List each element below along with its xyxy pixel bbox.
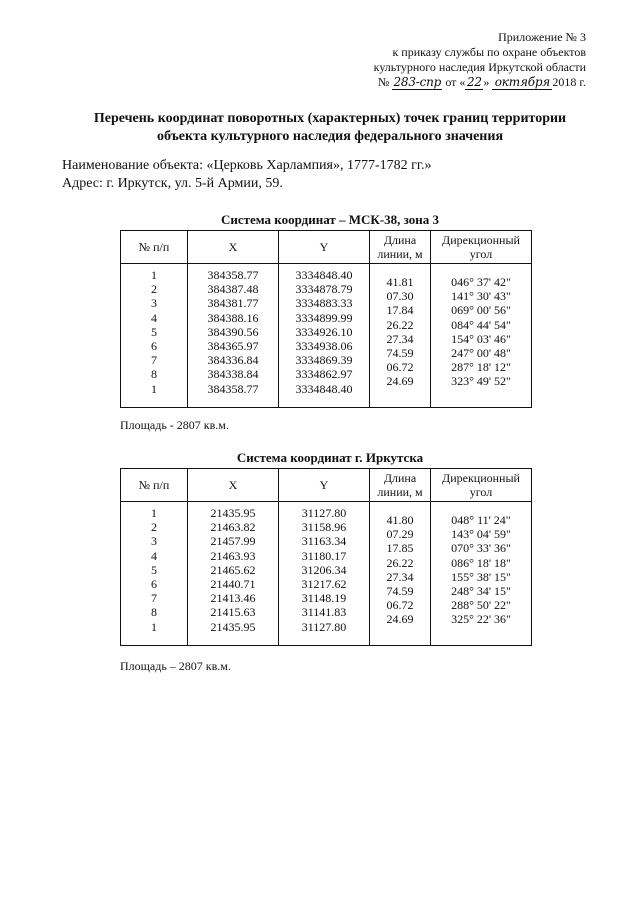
table-cell: 086° 18' 18" <box>451 555 511 570</box>
col-header-num: № п/п <box>121 231 188 264</box>
table-cell: 21435.95 <box>210 506 256 520</box>
table-cell: 17.85 <box>386 541 414 556</box>
table-cell: 1 <box>151 619 157 634</box>
order-year: 2018 г. <box>552 75 586 89</box>
col-header-length: Длина линии, м <box>370 231 431 264</box>
table-cell: 26.22 <box>386 317 414 332</box>
table-cell: 74.59 <box>386 345 414 360</box>
table-cell: 3334938.06 <box>295 338 353 353</box>
table-cell: 3334862.97 <box>295 367 353 382</box>
appendix-order-ref: к приказу службы по охране объектов <box>392 45 586 59</box>
table-cell: 21415.63 <box>210 605 256 620</box>
table-cell: 384390.56 <box>207 324 259 339</box>
col-header-y: Y <box>279 469 370 502</box>
num-column <box>121 502 188 646</box>
order-from-label: от « <box>445 75 466 89</box>
table-cell: 2 <box>151 520 157 535</box>
table-cell: 384387.48 <box>207 282 259 297</box>
table-cell: 1 <box>151 381 157 396</box>
object-info <box>62 157 432 193</box>
table-cell: 384338.84 <box>207 367 259 382</box>
col-header-y: Y <box>279 231 370 264</box>
table-cell: 31180.17 <box>301 548 347 563</box>
table-row <box>121 502 532 646</box>
object-name: Наименование объекта: «Церковь Харлампия», 1777-1782 гг.» <box>62 158 432 173</box>
table-cell: 384365.97 <box>207 338 259 353</box>
table-cell: 325° 22' 36" <box>451 612 511 627</box>
table-row <box>121 264 532 408</box>
table-cell: 384358.77 <box>207 268 259 282</box>
col-header-num: № п/п <box>121 469 188 502</box>
table-cell: 8 <box>151 605 157 620</box>
table-cell: 3334899.99 <box>295 310 353 325</box>
length-column <box>370 502 431 646</box>
table-cell: 384388.16 <box>207 310 259 325</box>
table-cell: 7 <box>151 353 157 368</box>
title-line-1: Перечень координат поворотных (характерных) точек границ территории <box>93 111 567 126</box>
table-cell: 4 <box>151 548 157 563</box>
table-cell: 41.81 <box>386 275 414 289</box>
table-cell: 24.69 <box>386 612 414 627</box>
table-cell: 41.80 <box>386 513 414 527</box>
table-cell: 21463.93 <box>210 548 256 563</box>
table-cell: 3334878.79 <box>295 282 353 297</box>
col-header-angle: Дирекционный угол <box>431 469 532 502</box>
table-cell: 21440.71 <box>210 576 256 591</box>
table-cell: 21463.82 <box>210 520 256 535</box>
table-cell: 74.59 <box>386 583 414 598</box>
coordinates-table-irkutsk <box>120 468 532 646</box>
appendix-number: Приложение № 3 <box>498 30 586 44</box>
table-cell: 06.72 <box>386 598 414 613</box>
table-cell: 6 <box>151 338 157 353</box>
table-cell: 06.72 <box>386 360 414 375</box>
y-column <box>279 502 370 646</box>
order-number-prefix: № <box>377 75 390 89</box>
order-day-handwritten: 22 <box>466 75 482 89</box>
angle-column <box>431 502 532 646</box>
length-column <box>370 264 431 408</box>
table-cell: 4 <box>151 310 157 325</box>
table-cell: 248° 34' 15" <box>451 583 511 598</box>
table-cell: 17.84 <box>386 303 414 318</box>
table-cell: 3334926.10 <box>295 324 353 339</box>
coordinates-table-msk38 <box>120 230 532 408</box>
table-cell: 384336.84 <box>207 353 259 368</box>
table-cell: 069° 00' 56" <box>451 303 511 318</box>
table-cell: 384381.77 <box>207 296 259 311</box>
table-cell: 323° 49' 52" <box>451 374 511 389</box>
angle-column <box>431 264 532 408</box>
table-cell: 21457.99 <box>210 534 256 549</box>
table-cell: 31206.34 <box>301 562 347 577</box>
table-cell: 7 <box>151 591 157 606</box>
x-column <box>188 264 279 408</box>
table-cell: 2 <box>151 282 157 297</box>
appendix-authority: культурного наследия Иркутской области <box>373 60 586 74</box>
table-cell: 5 <box>151 324 157 339</box>
table-cell: 27.34 <box>386 569 414 584</box>
table2-title: Система координат г. Иркутска <box>236 450 424 465</box>
table-cell: 155° 38' 15" <box>451 569 511 584</box>
table-cell: 8 <box>151 367 157 382</box>
table-cell: 31127.80 <box>301 506 347 520</box>
col-header-angle: Дирекционный угол <box>431 231 532 264</box>
table-cell: 21465.62 <box>210 562 256 577</box>
table1-area: Площадь - 2807 кв.м. <box>120 418 229 432</box>
table-cell: 046° 37' 42" <box>451 275 511 289</box>
table-cell: 3 <box>151 296 157 311</box>
table-cell: 27.34 <box>386 331 414 346</box>
title-line-2: объекта культурного наследия федерального значения <box>156 129 504 144</box>
table-cell: 21413.46 <box>210 591 256 606</box>
table-cell: 070° 33' 36" <box>451 541 511 556</box>
table-cell: 31158.96 <box>301 520 347 535</box>
table-cell: 31163.34 <box>301 534 347 549</box>
table-cell: 384358.77 <box>207 381 259 396</box>
y-column <box>279 264 370 408</box>
table-cell: 26.22 <box>386 555 414 570</box>
table-cell: 048° 11' 24" <box>451 513 511 527</box>
table2-area: Площадь – 2807 кв.м. <box>120 659 231 673</box>
table-cell: 154° 03' 46" <box>451 331 511 346</box>
table-cell: 3334869.39 <box>295 353 353 368</box>
table-cell: 288° 50' 22" <box>451 598 511 613</box>
col-header-length: Длина линии, м <box>370 469 431 502</box>
table-cell: 31141.83 <box>301 605 347 620</box>
table-cell: 084° 44' 54" <box>451 317 511 332</box>
table-cell: 24.69 <box>386 374 414 389</box>
table-cell: 1 <box>151 506 157 520</box>
table-cell: 6 <box>151 576 157 591</box>
col-header-x: X <box>188 231 279 264</box>
col-header-x: X <box>188 469 279 502</box>
appendix-header <box>326 30 586 90</box>
table-cell: 1 <box>151 268 157 282</box>
table-cell: 3334848.40 <box>295 268 353 282</box>
table-cell: 287° 18' 12" <box>451 360 511 375</box>
order-month-handwritten: октября <box>492 76 552 90</box>
table-cell: 31127.80 <box>301 619 347 634</box>
table-cell: 3334883.33 <box>295 296 353 311</box>
table-cell: 21435.95 <box>210 619 256 634</box>
table-cell: 31148.19 <box>301 591 347 606</box>
num-column <box>121 264 188 408</box>
document-title <box>60 110 600 146</box>
table-cell: 3334848.40 <box>295 381 353 396</box>
table-cell: 07.29 <box>386 527 414 542</box>
table-cell: 07.30 <box>386 289 414 304</box>
x-column <box>188 502 279 646</box>
order-quote-close: » <box>483 75 490 89</box>
order-line <box>326 75 586 90</box>
table-cell: 141° 30' 43" <box>451 289 511 304</box>
table-cell: 31217.62 <box>301 576 347 591</box>
table1-title: Система координат – МСК-38, зона 3 <box>220 212 440 227</box>
table-cell: 5 <box>151 562 157 577</box>
table-cell: 143° 04' 59" <box>451 527 511 542</box>
table-cell: 247° 00' 48" <box>451 345 511 360</box>
table-cell: 3 <box>151 534 157 549</box>
object-address: Адрес: г. Иркутск, ул. 5-й Армии, 59. <box>62 176 283 191</box>
order-number-handwritten: 283-спр <box>393 75 442 89</box>
